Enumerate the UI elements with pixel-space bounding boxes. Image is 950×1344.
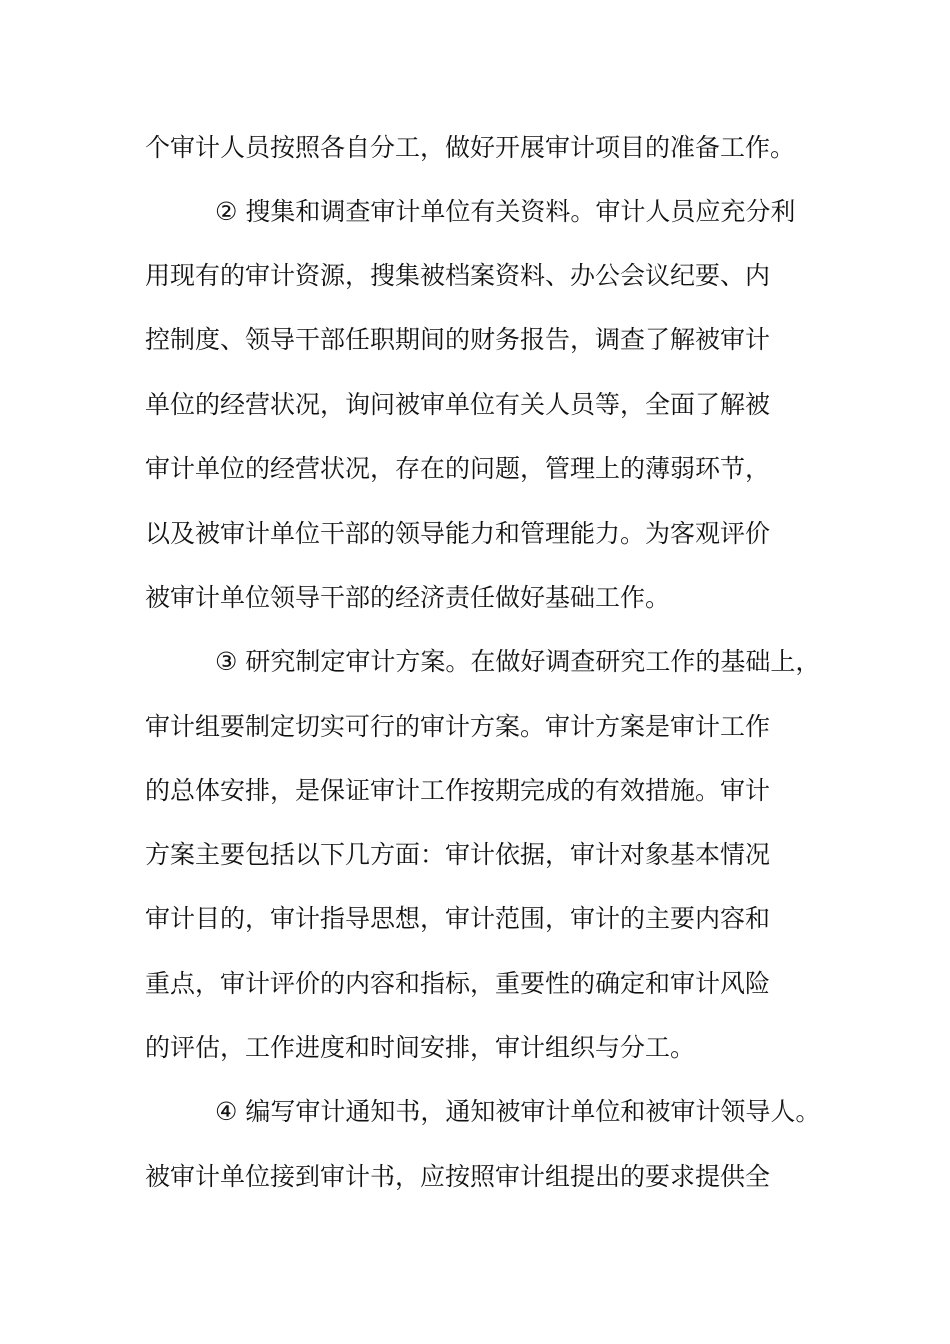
text-line: 审计目的，审计指导思想，审计范围，审计的主要内容和	[145, 904, 771, 933]
text-line: 控制度、领导干部任职期间的财务报告，调查了解被审计	[145, 325, 771, 354]
text-line: 用现有的审计资源，搜集被档案资料、办公会议纪要、内	[145, 261, 771, 290]
text-line: 的总体安排，是保证审计工作按期完成的有效措施。审计	[145, 776, 771, 805]
text-line: 被审计单位领导干部的经济责任做好基础工作。	[145, 583, 671, 612]
text-line: 审计组要制定切实可行的审计方案。审计方案是审计工作	[145, 712, 771, 741]
text-line: 重点，审计评价的内容和指标，重要性的确定和审计风险	[145, 969, 771, 998]
text-line: 审计单位的经营状况，存在的问题，管理上的薄弱环节，	[145, 454, 771, 483]
text-line: 以及被审计单位干部的领导能力和管理能力。为客观评价	[145, 519, 771, 548]
text-line: 单位的经营状况，询问被审单位有关人员等，全面了解被	[145, 390, 771, 419]
text-line: 方案主要包括以下几方面：审计依据，审计对象基本情况	[145, 840, 771, 869]
text-line: 的评估，工作进度和时间安排，审计组织与分工。	[145, 1033, 696, 1062]
text-line: ④ 编写审计通知书，通知被审计单位和被审计领导人。	[215, 1097, 821, 1126]
text-line: ③ 研究制定审计方案。在做好调查研究工作的基础上，	[215, 647, 821, 676]
text-line: 个审计人员按照各自分工，做好开展审计项目的准备工作。	[145, 133, 796, 162]
text-line: ② 搜集和调查审计单位有关资料。审计人员应充分利	[215, 197, 796, 226]
text-line: 被审计单位接到审计书，应按照审计组提出的要求提供全	[145, 1162, 771, 1191]
